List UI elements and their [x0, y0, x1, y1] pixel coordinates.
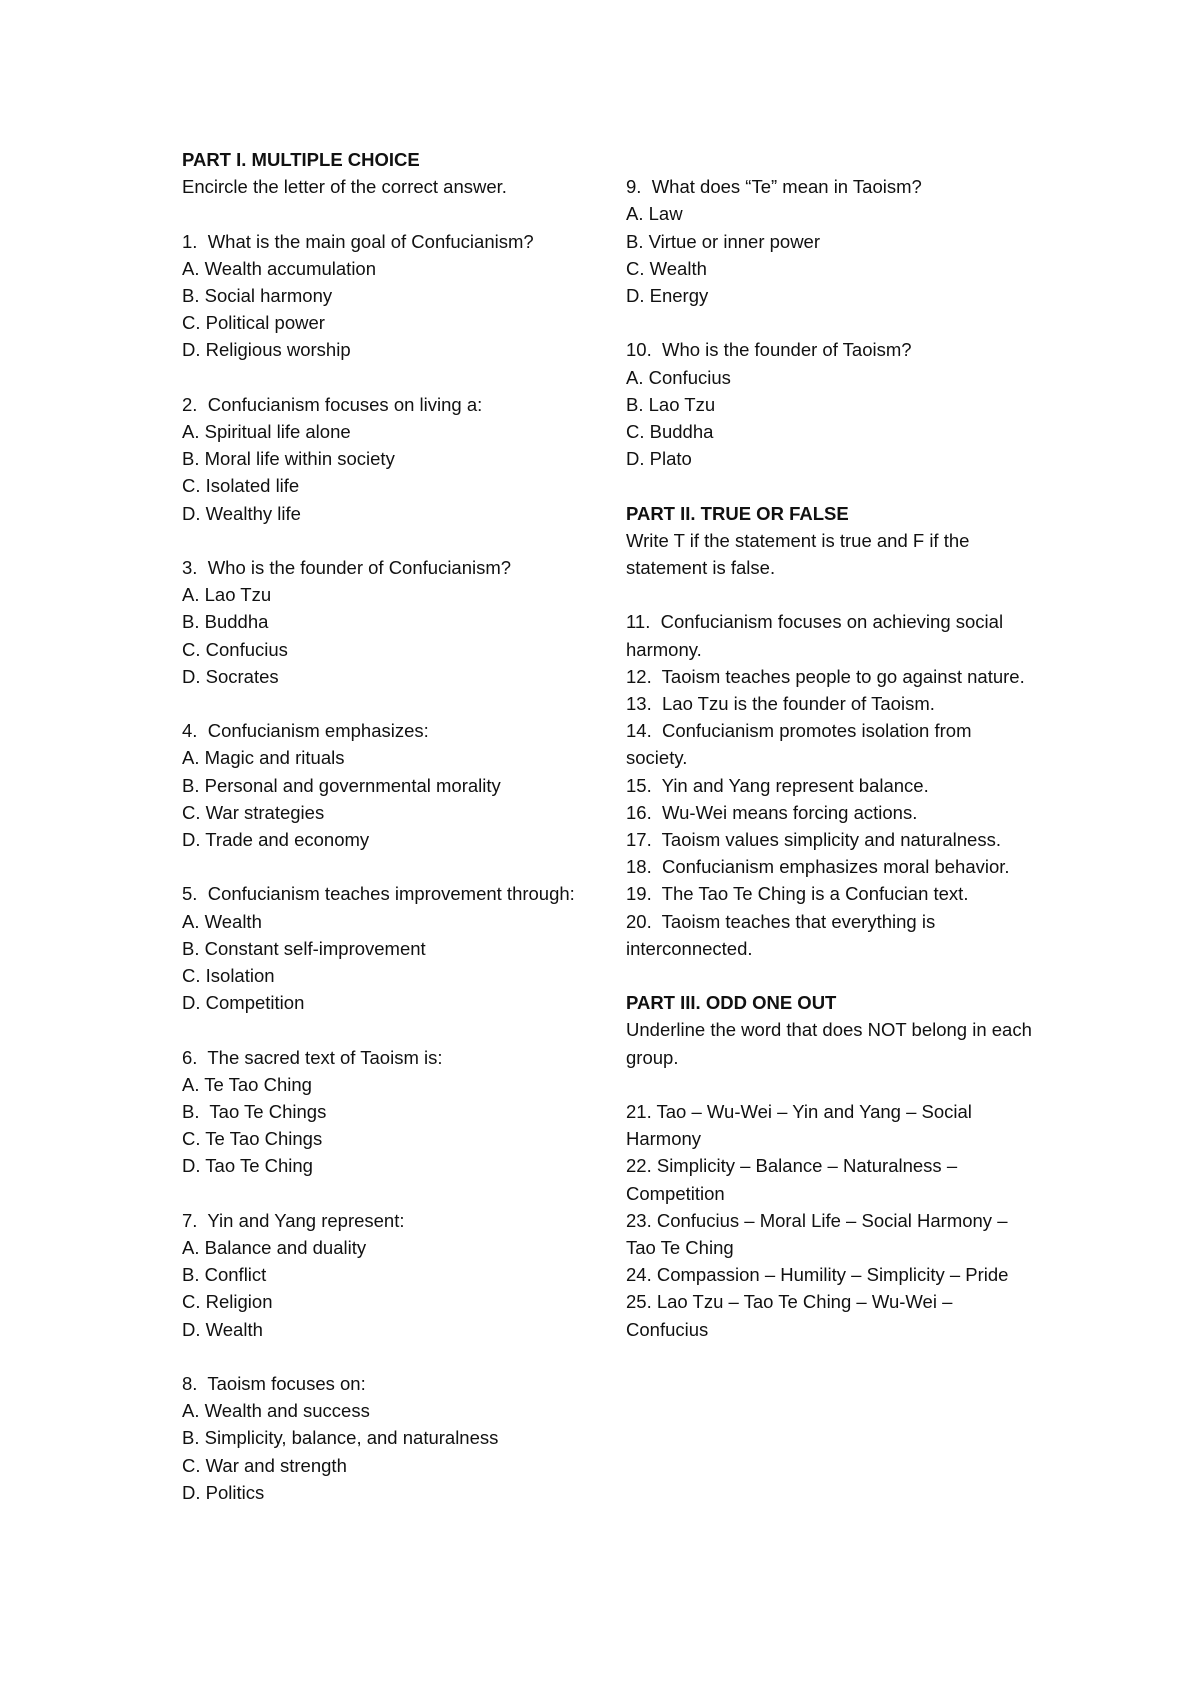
option-c: C. War and strength	[182, 1454, 347, 1476]
option-d: D. Energy	[626, 285, 709, 306]
spacer	[182, 1180, 582, 1207]
option-c: C. Buddha	[626, 421, 714, 442]
question-text: 1. What is the main goal of Confucianism?	[182, 230, 534, 252]
true-false-item: 15. Yin and Yang represent balance.	[626, 774, 929, 796]
question-7	[182, 1207, 582, 1343]
true-false-item: 18. Confucianism emphasizes moral behavior.	[626, 856, 1010, 878]
option-a: A. Magic and rituals	[182, 747, 345, 769]
odd-one-out-item: 22. Simplicity – Balance – Naturalness – Competition	[626, 1155, 963, 1204]
true-false-item: 14. Confucianism promotes isolation from society.	[626, 720, 977, 769]
odd-one-out-item: 25. Lao Tzu – Tao Te Ching – Wu-Wei – Confucius	[626, 1291, 958, 1340]
question-text: 8. Taoism focuses on:	[182, 1373, 366, 1395]
true-false-item: 13. Lao Tzu is the founder of Taoism.	[626, 693, 935, 714]
option-b: B. Virtue or inner power	[626, 230, 821, 252]
spacer	[182, 690, 582, 717]
question-text: 10. Who is the founder of Taoism?	[626, 339, 912, 361]
question-5	[182, 880, 582, 1016]
part2-heading: PART II. TRUE OR FALSE	[626, 502, 849, 524]
question-text: 7. Yin and Yang represent:	[182, 1209, 405, 1231]
option-a: A. Spiritual life alone	[182, 421, 351, 442]
true-false-item: 17. Taoism values simplicity and naturalness.	[626, 829, 1001, 851]
option-b: B. Constant self-improvement	[182, 937, 426, 959]
odd-one-out-item: 23. Confucius – Moral Life – Social Harmony – Tao Te Ching	[626, 1209, 1013, 1259]
option-a: A. Te Tao Ching	[182, 1073, 312, 1095]
question-text: 4. Confucianism emphasizes:	[182, 720, 429, 742]
question-1	[182, 228, 582, 364]
option-b: B. Tao Te Chings	[182, 1101, 327, 1123]
part3-heading: PART III. ODD ONE OUT	[626, 992, 837, 1014]
option-a: A. Balance and duality	[182, 1237, 367, 1259]
spacer	[626, 472, 1036, 499]
option-b: B. Lao Tzu	[626, 393, 716, 415]
option-d: D. Politics	[182, 1481, 265, 1503]
question-9	[626, 173, 1036, 309]
option-c: C. Political power	[182, 312, 325, 334]
true-false-item: 11. Confucianism focuses on achieving social harmony.	[626, 611, 1009, 660]
option-d: D. Wealthy life	[182, 502, 301, 524]
option-c: C. Te Tao Chings	[182, 1128, 323, 1150]
option-d: D. Trade and economy	[182, 829, 370, 851]
option-a: A. Lao Tzu	[182, 584, 272, 606]
question-text: 3. Who is the founder of Confucianism?	[182, 557, 512, 578]
question-4	[182, 717, 582, 853]
spacer	[182, 853, 582, 880]
option-d: D. Tao Te Ching	[182, 1155, 313, 1177]
option-b: B. Personal and governmental morality	[182, 774, 501, 796]
option-c: C. Isolated life	[182, 475, 300, 497]
part3-section	[626, 989, 1036, 1343]
option-b: B. Moral life within society	[182, 448, 395, 470]
spacer	[626, 1071, 1036, 1098]
spacer	[182, 1016, 582, 1043]
option-c: C. Confucius	[182, 638, 288, 660]
question-text: 2. Confucianism focuses on living a:	[182, 393, 483, 415]
option-a: A. Wealth and success	[182, 1400, 370, 1422]
option-c: C. Religion	[182, 1291, 273, 1313]
option-d: D. Socrates	[182, 665, 279, 687]
spacer	[182, 527, 582, 554]
option-b: B. Simplicity, balance, and naturalness	[182, 1427, 499, 1449]
spacer	[182, 364, 582, 391]
question-3	[182, 554, 582, 690]
option-a: A. Law	[626, 203, 683, 225]
spacer	[626, 309, 1036, 336]
option-c: C. Wealth	[626, 257, 707, 279]
true-false-item: 19. The Tao Te Ching is a Confucian text.	[626, 883, 969, 905]
question-8	[182, 1370, 582, 1506]
option-c: C. Isolation	[182, 965, 275, 987]
true-false-item: 16. Wu-Wei means forcing actions.	[626, 801, 918, 823]
spacer	[626, 962, 1036, 989]
question-text: 9. What does “Te” mean in Taoism?	[626, 176, 922, 198]
option-b: B. Buddha	[182, 611, 269, 633]
spacer	[182, 200, 582, 227]
question-6	[182, 1044, 582, 1180]
question-10	[626, 336, 1036, 472]
part2-section	[626, 500, 1036, 962]
part3-instruction: Underline the word that does NOT belong in each group.	[626, 1019, 1038, 1068]
option-a: A. Wealth	[182, 910, 262, 932]
option-d: D. Religious worship	[182, 339, 351, 361]
part1-instruction: Encircle the letter of the correct answer.	[182, 176, 507, 198]
question-text: 6. The sacred text of Taoism is:	[182, 1046, 443, 1068]
true-false-item: 20. Taoism teaches that everything is interconnected.	[626, 910, 941, 959]
part2-instruction: Write T if the statement is true and F if the statement is false.	[626, 529, 975, 578]
spacer	[182, 1343, 582, 1370]
option-b: B. Social harmony	[182, 285, 333, 306]
true-false-item: 12. Taoism teaches people to go against nature.	[626, 665, 1025, 687]
spacer	[626, 581, 1036, 608]
left-column	[182, 146, 582, 1506]
option-d: D. Wealth	[182, 1318, 263, 1340]
question-2	[182, 391, 582, 527]
option-a: A. Wealth accumulation	[182, 257, 377, 279]
option-d: D. Plato	[626, 448, 692, 470]
right-column	[626, 146, 1036, 1343]
spacer	[626, 146, 1036, 173]
question-text: 5. Confucianism teaches improvement through:	[182, 883, 575, 905]
option-a: A. Confucius	[626, 366, 731, 388]
option-b: B. Conflict	[182, 1264, 267, 1286]
option-d: D. Competition	[182, 992, 305, 1014]
option-c: C. War strategies	[182, 801, 325, 823]
odd-one-out-item: 21. Tao – Wu-Wei – Yin and Yang – Social Harmony	[626, 1101, 978, 1150]
odd-one-out-item: 24. Compassion – Humility – Simplicity – Pride	[626, 1264, 1009, 1286]
part1-heading: PART I. MULTIPLE CHOICE	[182, 149, 420, 170]
